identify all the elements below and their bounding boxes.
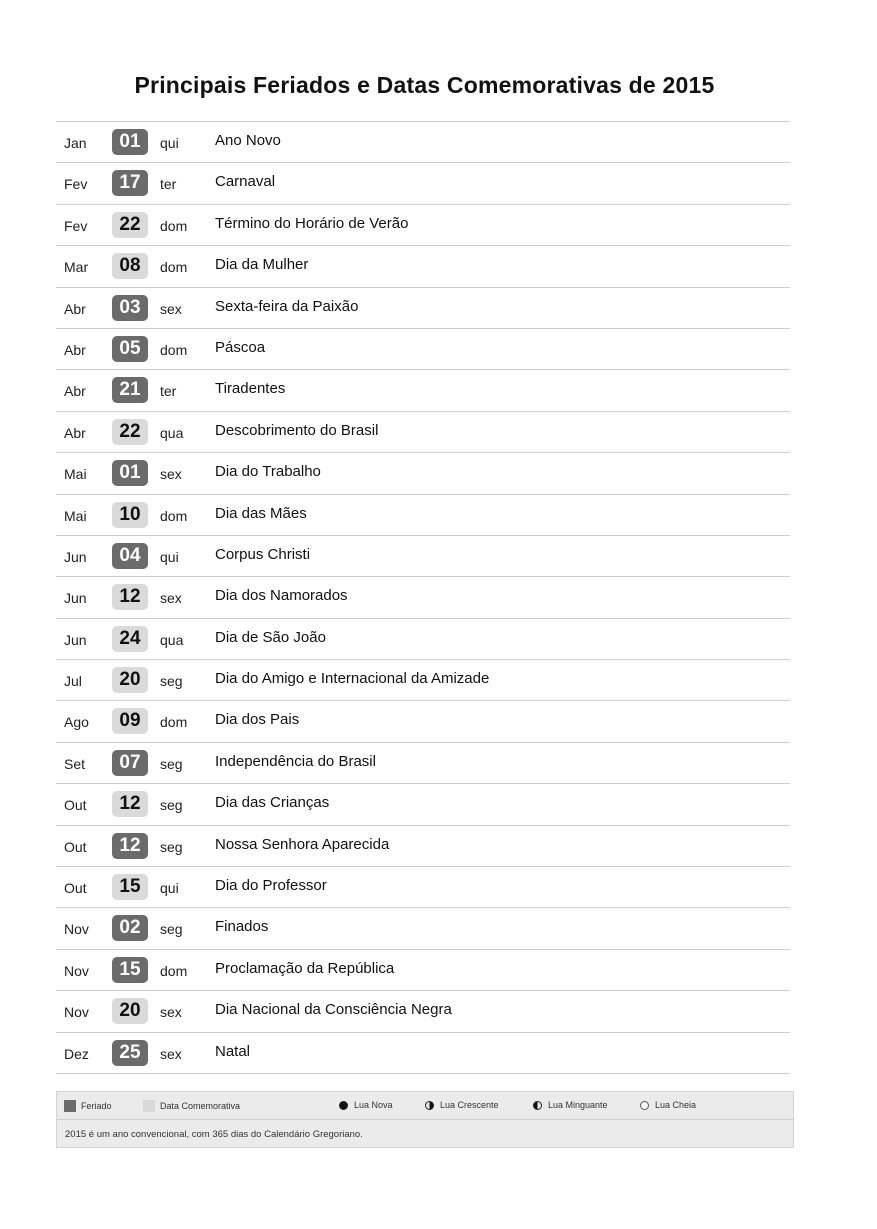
- month-label: Jun: [64, 590, 87, 607]
- event-name: Dia da Mulher: [215, 256, 309, 274]
- list-item: [56, 370, 790, 411]
- list-item: [56, 619, 790, 660]
- event-name: Término do Horário de Verão: [215, 214, 409, 232]
- month-label: Jul: [64, 673, 82, 690]
- month-label: Abr: [64, 300, 86, 317]
- feriado-swatch-icon: [64, 1100, 76, 1112]
- list-item: [56, 950, 790, 991]
- full-moon-icon: [640, 1101, 649, 1110]
- event-name: Dia do Amigo e Internacional da Amizade: [215, 670, 490, 688]
- day-badge: 10: [112, 502, 148, 528]
- weekday-label: seg: [160, 921, 183, 938]
- legend-lua-nova-label: Lua Nova: [354, 1100, 393, 1110]
- day-badge: 22: [112, 419, 148, 445]
- month-label: Nov: [64, 1004, 89, 1021]
- event-name: Dia do Trabalho: [215, 463, 321, 481]
- weekday-label: ter: [160, 176, 177, 193]
- event-name: Finados: [215, 918, 269, 936]
- weekday-label: sex: [160, 590, 182, 607]
- weekday-label: seg: [160, 838, 183, 855]
- weekday-label: dom: [160, 217, 188, 234]
- legend: [56, 1091, 794, 1148]
- weekday-label: qui: [160, 135, 179, 151]
- event-name: Descobrimento do Brasil: [215, 421, 379, 439]
- month-label: Abr: [64, 383, 86, 400]
- list-item: [56, 784, 790, 825]
- event-name: Dia dos Pais: [215, 711, 300, 729]
- list-item: [56, 163, 790, 204]
- month-label: Mai: [64, 507, 87, 524]
- day-badge: 21: [112, 377, 148, 403]
- day-badge: 20: [112, 998, 148, 1024]
- event-name: Independência do Brasil: [215, 752, 376, 770]
- weekday-label: dom: [160, 341, 188, 358]
- day-badge: 01: [112, 460, 148, 486]
- comemorativa-swatch-icon: [143, 1100, 155, 1112]
- day-badge: 25: [112, 1040, 148, 1066]
- weekday-label: qua: [160, 631, 184, 648]
- weekday-label: dom: [160, 259, 188, 276]
- weekday-label: sex: [160, 466, 182, 483]
- weekday-label: qui: [160, 880, 179, 897]
- event-name: Sexta-feira da Paixão: [215, 297, 359, 315]
- event-name: Natal: [215, 1042, 251, 1060]
- list-item: [56, 288, 790, 329]
- weekday-label: qua: [160, 424, 184, 441]
- event-name: Carnaval: [215, 173, 276, 191]
- month-label: Ago: [64, 714, 89, 731]
- event-name: Tiradentes: [215, 380, 286, 398]
- list-item: [56, 453, 790, 494]
- list-item: [56, 536, 790, 577]
- day-badge: 22: [112, 212, 148, 238]
- weekday-label: sex: [160, 300, 182, 317]
- event-name: Páscoa: [215, 338, 266, 356]
- list-item: [56, 205, 790, 246]
- event-name: Nossa Senhora Aparecida: [215, 835, 390, 853]
- day-badge: 01: [112, 129, 148, 155]
- day-badge: 12: [112, 791, 148, 817]
- new-moon-icon: [339, 1101, 348, 1110]
- event-name: Dia das Crianças: [215, 794, 330, 812]
- month-label: Out: [64, 880, 87, 897]
- legend-keys: [57, 1092, 793, 1120]
- day-badge: 04: [112, 543, 148, 569]
- legend-lua-cheia-label: Lua Cheia: [655, 1100, 697, 1110]
- day-badge: 09: [112, 708, 148, 734]
- weekday-label: seg: [160, 755, 183, 772]
- legend-lua-crescente-label: Lua Crescente: [440, 1100, 499, 1110]
- event-name: Corpus Christi: [215, 545, 311, 563]
- legend-comemorativa-label: Data Comemorativa: [160, 1101, 241, 1111]
- day-badge: 05: [112, 336, 148, 362]
- legend-lua-minguante-label: Lua Minguante: [548, 1100, 608, 1110]
- page-title: Principais Feriados e Datas Comemorativas de 2015: [134, 72, 715, 98]
- event-name: Dia dos Namorados: [215, 587, 348, 605]
- month-label: Jun: [64, 631, 87, 648]
- day-badge: 08: [112, 253, 148, 279]
- legend-feriado-label: Feriado: [81, 1101, 112, 1111]
- waning-moon-icon: [533, 1101, 542, 1110]
- footnote: 2015 é um ano convencional, com 365 dias do Calendário Gregoriano.: [65, 1129, 363, 1140]
- legend-lua-crescente: [425, 1100, 499, 1110]
- month-label: Fev: [64, 217, 88, 234]
- legend-lua-minguante: [533, 1100, 608, 1110]
- day-badge: 24: [112, 626, 148, 652]
- legend-lua-cheia: [640, 1100, 696, 1110]
- list-item: [56, 908, 790, 949]
- event-name: Proclamação da República: [215, 959, 395, 977]
- month-label: Dez: [64, 1045, 89, 1062]
- list-item: [56, 991, 790, 1032]
- day-badge: 17: [112, 170, 148, 196]
- list-item: [56, 495, 790, 536]
- event-name: Dia das Mães: [215, 504, 307, 522]
- list-item: [56, 660, 790, 701]
- day-badge: 20: [112, 667, 148, 693]
- event-name: Dia de São João: [215, 628, 326, 646]
- weekday-label: dom: [160, 962, 188, 979]
- weekday-label: sex: [160, 1045, 182, 1062]
- month-label: Jun: [64, 548, 87, 565]
- day-badge: 02: [112, 915, 148, 941]
- day-badge: 03: [112, 295, 148, 321]
- event-name: Ano Novo: [215, 132, 281, 149]
- legend-feriado: [64, 1100, 112, 1112]
- weekday-label: seg: [160, 797, 183, 814]
- month-label: Mai: [64, 466, 87, 483]
- list-item: [56, 246, 790, 287]
- list-item: [56, 826, 790, 867]
- month-label: Out: [64, 797, 87, 814]
- month-label: Mar: [64, 259, 89, 276]
- event-name: Dia Nacional da Consciência Negra: [215, 1001, 452, 1019]
- weekday-label: sex: [160, 1004, 182, 1021]
- day-badge: 12: [112, 833, 148, 859]
- holiday-list: [56, 121, 790, 1074]
- day-badge: 12: [112, 584, 148, 610]
- month-label: Set: [64, 755, 86, 772]
- weekday-label: dom: [160, 507, 188, 524]
- list-item: [56, 412, 790, 453]
- list-item: [56, 1033, 790, 1074]
- weekday-label: seg: [160, 673, 183, 690]
- month-label: Nov: [64, 962, 89, 979]
- event-name: Dia do Professor: [215, 877, 327, 895]
- month-label: Jan: [64, 135, 87, 151]
- month-label: Fev: [64, 176, 88, 193]
- month-label: Nov: [64, 921, 89, 938]
- waxing-moon-icon: [425, 1101, 434, 1110]
- month-label: Abr: [64, 341, 86, 358]
- list-item: [56, 743, 790, 784]
- weekday-label: ter: [160, 383, 177, 400]
- list-item: [56, 329, 790, 370]
- month-label: Abr: [64, 424, 86, 441]
- list-item: [56, 577, 790, 618]
- day-badge: 15: [112, 874, 148, 900]
- list-item: [56, 701, 790, 742]
- list-item: [56, 122, 790, 163]
- day-badge: 07: [112, 750, 148, 776]
- month-label: Out: [64, 838, 87, 855]
- weekday-label: dom: [160, 714, 188, 731]
- day-badge: 15: [112, 957, 148, 983]
- weekday-label: qui: [160, 548, 179, 565]
- legend-comemorativa: [143, 1100, 240, 1112]
- list-item: [56, 867, 790, 908]
- legend-lua-nova: [339, 1100, 393, 1110]
